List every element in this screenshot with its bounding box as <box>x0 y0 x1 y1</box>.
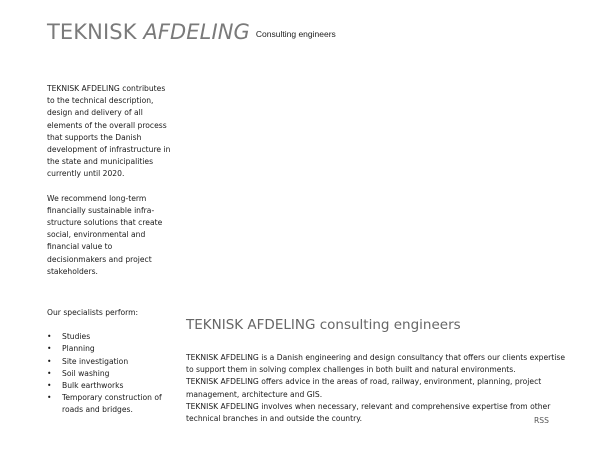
brand-word-teknisk: TEKNISK <box>47 20 137 44</box>
list-item <box>47 343 177 355</box>
recommend-line: financial value to <box>47 242 113 252</box>
specialists-heading: Our specialists perform: <box>47 308 139 318</box>
recommend-line: decisionmakers and project <box>47 254 152 264</box>
list-item-label: Temporary construction of <box>62 393 162 403</box>
list-item <box>47 392 177 416</box>
intro-line: the state and municipalities <box>47 157 154 167</box>
body-line: TEKNISK AFDELING involves when necessary, relevant and comprehensive expertise from other <box>186 401 551 411</box>
intro-line: to the technical description, <box>47 96 154 106</box>
intro-line: TEKNISK AFDELING contributes <box>47 84 166 93</box>
list-item-label: Bulk earthworks <box>62 381 124 391</box>
bullet-icon: • <box>47 356 52 366</box>
intro-body-paragraph <box>186 352 566 425</box>
main-content <box>186 352 566 425</box>
recommend-line: We recommend long-term <box>47 193 147 203</box>
bullet-icon: • <box>47 368 52 378</box>
masthead <box>47 20 336 44</box>
recommend-line: structure solutions that create <box>47 218 163 228</box>
body-line: TEKNISK AFDELING offers advice in the areas of road, railway, environment, planning, project <box>186 377 542 387</box>
list-item-label: Studies <box>62 332 91 342</box>
list-item-label: Soil washing <box>62 368 110 378</box>
page-title: TEKNISK AFDELING consulting engineers <box>186 317 461 333</box>
intro-line: development of infrastructure in <box>47 145 171 155</box>
bullet-icon: • <box>47 381 52 391</box>
bullet-icon: • <box>47 344 52 354</box>
intro-line: elements of the overall process <box>47 120 167 130</box>
intro-line: that supports the Danish <box>47 132 142 142</box>
list-item <box>47 356 177 368</box>
list-item-label: Planning <box>62 344 95 354</box>
services-list <box>47 331 177 416</box>
bullet-icon: • <box>47 393 52 403</box>
body-line: to support them in solving complex challenges in both built and natural environments. <box>186 365 516 375</box>
intro-line: design and delivery of all <box>47 108 143 118</box>
recommend-paragraph <box>47 193 177 278</box>
list-item <box>47 368 177 380</box>
list-item <box>47 380 177 392</box>
sidebar <box>47 83 177 417</box>
body-line: technical branches in and outside the country. <box>186 414 363 424</box>
brand-word-afdeling: AFDELING <box>143 20 250 44</box>
list-item-label: roads and bridges. <box>62 405 133 415</box>
bullet-icon: • <box>47 332 52 342</box>
site-tagline: Consulting engineers <box>255 29 336 39</box>
site-logo-text[interactable] <box>47 20 250 44</box>
recommend-line: financially sustainable infra- <box>47 205 155 215</box>
body-line: management, architecture and GIS. <box>186 389 323 399</box>
list-item <box>47 331 177 343</box>
body-line: TEKNISK AFDELING is a Danish engineering and design consultancy that offers our clients expertise <box>186 353 566 362</box>
recommend-line: social, environmental and <box>47 230 146 240</box>
list-item-label: Site investigation <box>62 356 129 366</box>
rss-link[interactable]: RSS <box>534 416 549 425</box>
intro-paragraph <box>47 83 177 181</box>
intro-line: currently until 2020. <box>47 169 125 179</box>
recommend-line: stakeholders. <box>47 266 98 276</box>
